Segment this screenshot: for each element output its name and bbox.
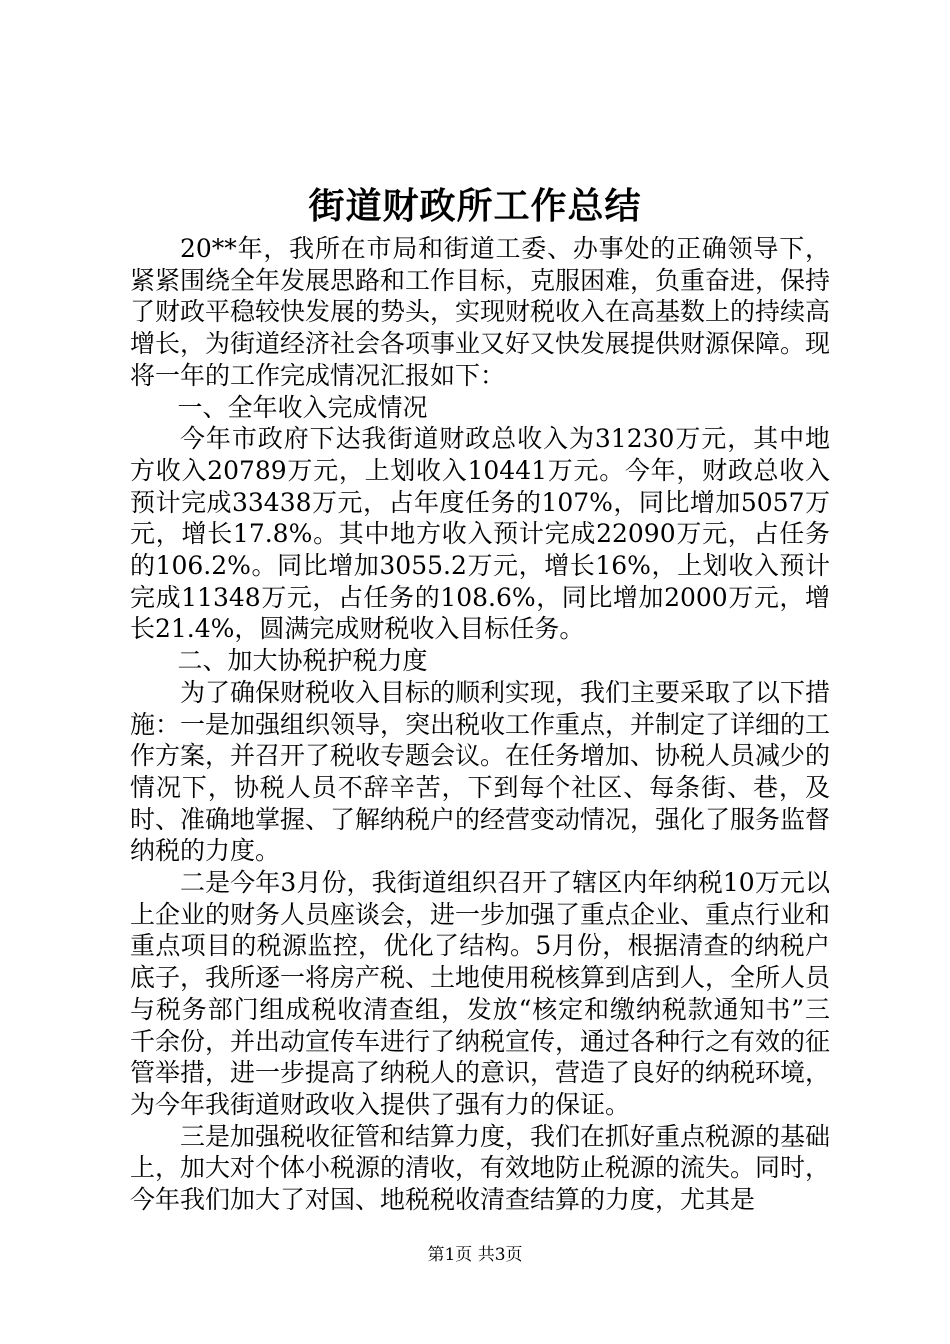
paragraph-intro: 20**年，我所在市局和街道工委、办事处的正确领导下，紧紧围绕全年发展思路和工作目标，克服困难，负重奋进，保持了财政平稳较快发展的势头，实现财税收入在高基数上的持续高增长，为街道经济社会各项事业又好又快发展提供财源保障。现将一年的工作完成情况汇报如下：	[130, 234, 831, 390]
paragraph-measure-one: 为了确保财税收入目标的顺利实现，我们主要采取了以下措施：一是加强组织领导，突出税收工作重点，并制定了详细的工作方案，并召开了税收专题会议。在任务增加、协税人员减少的情况下，协税人员不辞辛苦，下到每个社区、每条街、巷，及时、准确地掌握、了解纳税户的经营变动情况，强化了服务监督纳税的力度。	[130, 677, 831, 866]
paragraph-measure-three: 三是加强税收征管和结算力度，我们在抓好重点税源的基础上，加大对个体小税源的清收，有效地防止税源的流失。同时，今年我们加大了对国、地税税收清查结算的力度，尤其是	[130, 1121, 831, 1215]
paragraph-revenue: 今年市政府下达我街道财政总收入为31230万元，其中地方收入20789万元，上划收入10441万元。今年，财政总收入预计完成33438万元，占年度任务的107%，同比增加5057万元，增长17.8%。其中地方收入预计完成22090万元，占任务的106.2%。同比增加3055.2万元，增长16%，上划收入预计完成11348万元，占任务的108.6%，同比增加2000万元，增长21.4%，圆满完成财税收入目标任务。	[130, 424, 830, 644]
document-body	[130, 233, 830, 1216]
document-title: 街道财政所工作总结	[308, 185, 642, 227]
page-footer: 第1页 共3页	[427, 1245, 523, 1265]
section-heading-tax-assist: 二、加大协税护税力度	[177, 646, 428, 676]
section-heading-revenue: 一、全年收入完成情况	[177, 392, 428, 422]
paragraph-measure-two: 二是今年3月份，我街道组织召开了辖区内年纳税10万元以上企业的财务人员座谈会，进一步加强了重点企业、重点行业和重点项目的税源监控，优化了结构。5月份，根据清查的纳税户底子，我所逐一将房产税、土地使用税核算到店到人，全所人员与税务部门组成税收清查组，发放“核定和缴纳税款通知书”三千余份，并出动宣传车进行了纳税宣传，通过各种行之有效的征管举措，进一步提高了纳税人的意识，营造了良好的纳税环境，为今年我街道财政收入提供了强有力的保证。	[130, 868, 831, 1119]
